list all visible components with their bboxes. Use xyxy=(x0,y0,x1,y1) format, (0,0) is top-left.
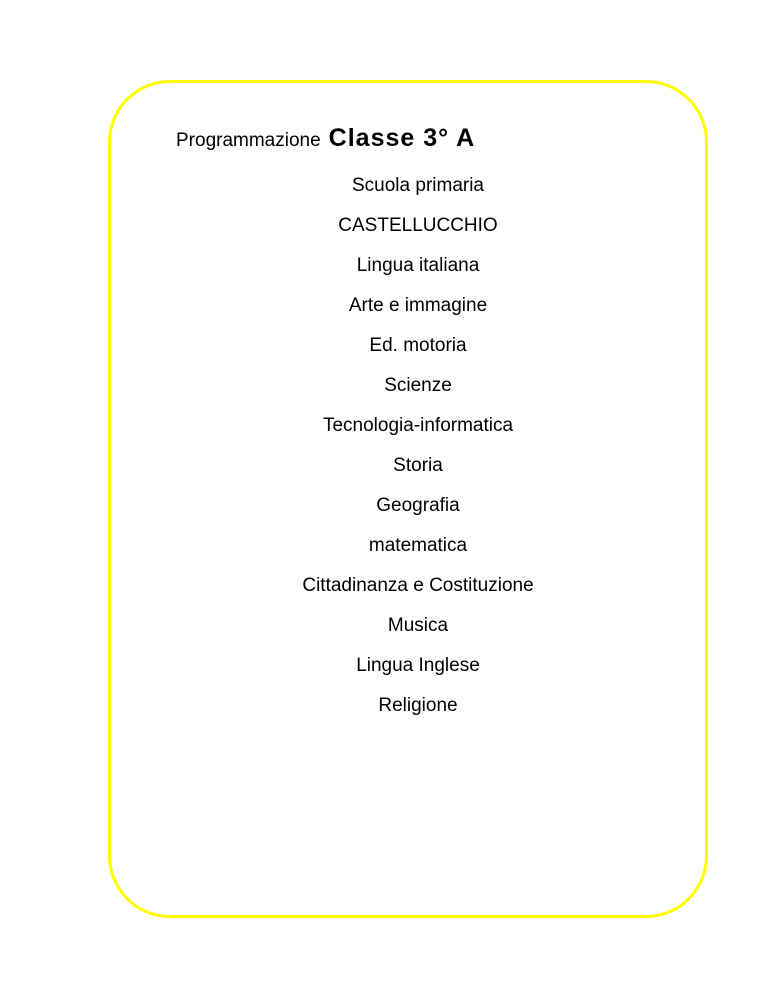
subject-line: Religione xyxy=(378,695,458,716)
subject-line: Ed. motoria xyxy=(369,335,467,356)
subject-line: Tecnologia-informatica xyxy=(322,415,514,436)
subject-line: Geografia xyxy=(376,495,460,516)
subject-line: Lingua Inglese xyxy=(356,655,480,676)
document-title xyxy=(176,124,475,153)
subject-line: Lingua italiana xyxy=(356,255,480,276)
subject-line: matematica xyxy=(368,535,468,556)
subject-line: Storia xyxy=(393,455,443,476)
subject-line: Arte e immagine xyxy=(348,295,488,316)
subject-line: Musica xyxy=(387,615,449,636)
title-prefix: Programmazione xyxy=(176,130,321,151)
subject-line: Cittadinanza e Costituzione xyxy=(302,575,534,596)
school-type: Scuola primaria xyxy=(352,175,484,196)
title-class: Classe 3° A xyxy=(328,124,476,152)
subject-list xyxy=(108,166,728,726)
subject-line: Scienze xyxy=(384,375,452,396)
school-name: CASTELLUCCHIO xyxy=(338,215,498,236)
